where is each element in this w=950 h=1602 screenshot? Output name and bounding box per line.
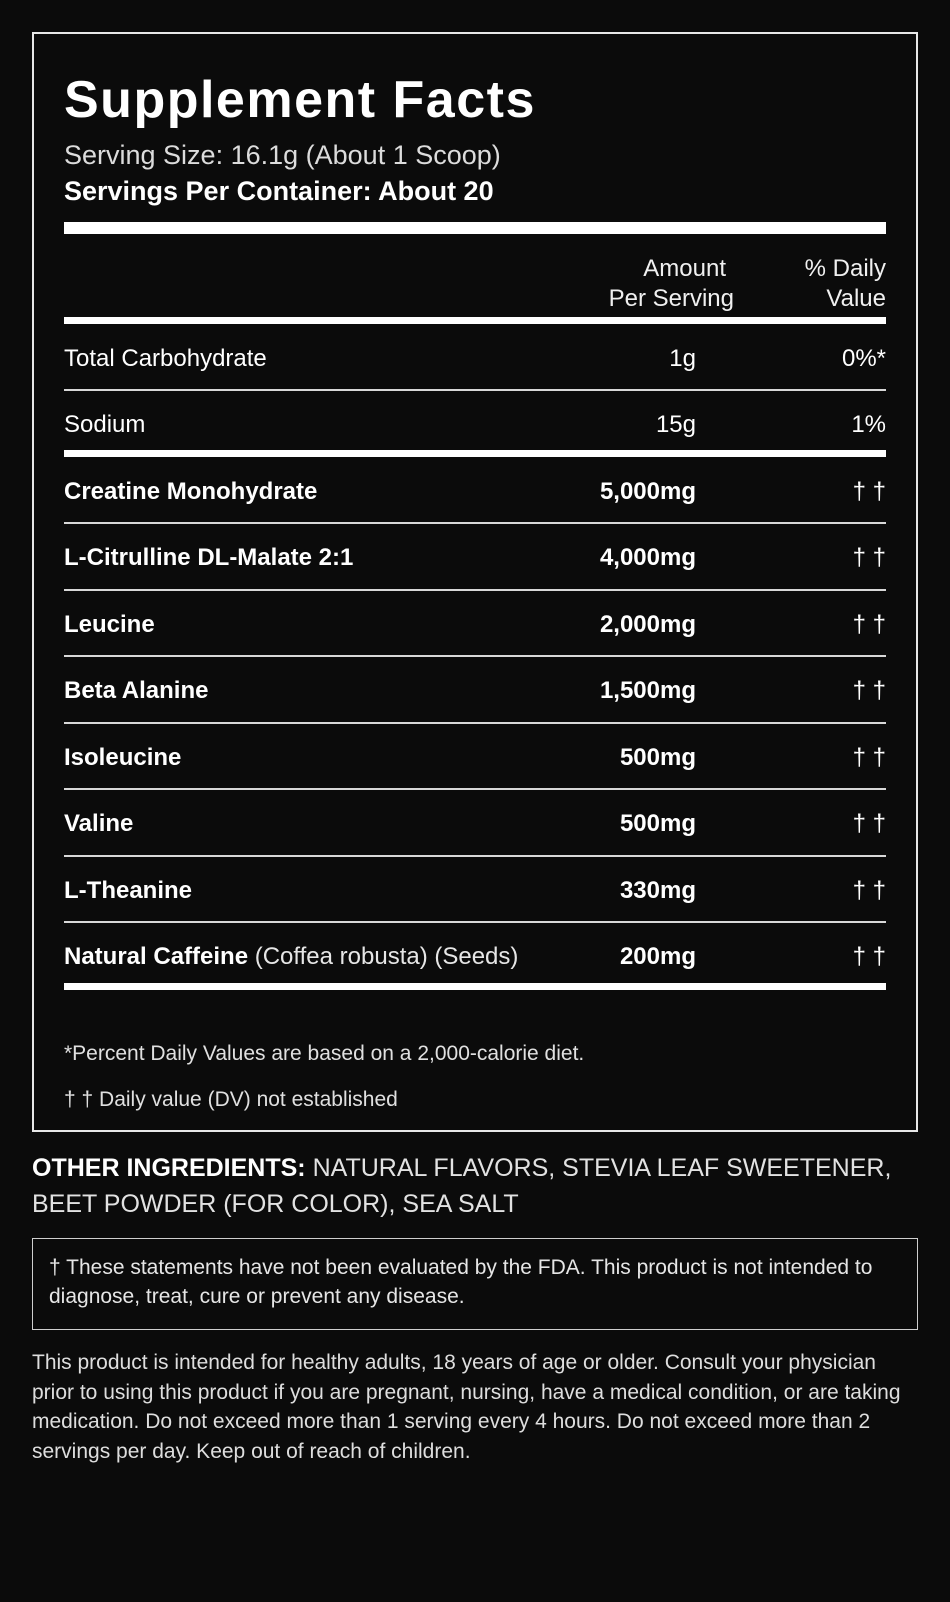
supplement-facts-panel [32,32,918,1132]
row-divider [64,855,886,857]
ingredient-name-main: L-Theanine [64,877,193,904]
ingredient-row [64,658,886,724]
ingredient-name [64,592,155,658]
ingredient-daily-value: † † [852,677,886,704]
column-header-daily-value [724,254,886,314]
ingredient-name-main: Natural Caffeine [64,943,249,970]
row-divider [64,788,886,790]
other-ingredients [32,1150,912,1222]
nutrient-name-main: Sodium [64,411,146,438]
ingredient-daily-value: † † [852,744,886,771]
ingredient-amount: 2,000mg [599,611,696,638]
ingredient-name-main: Isoleucine [64,744,182,771]
ingredient-row [64,592,886,658]
nutrient-amount: 15g [655,411,696,438]
ingredient-name-main: Beta Alanine [64,677,209,704]
medium-divider-bottom [64,983,886,990]
ingredient-daily-value: † † [852,943,886,970]
row-divider [64,655,886,657]
ingredient-amount: 500mg [619,810,696,837]
nutrient-row [64,326,886,392]
ingredient-daily-value: † † [852,544,886,571]
ingredient-row [64,858,886,924]
serving-size: Serving Size: 16.1g (About 1 Scoop) [64,140,501,170]
fda-disclaimer-box [32,1238,918,1330]
ingredient-daily-value: † † [852,611,886,638]
ingredient-daily-value: † † [852,877,886,904]
ingredient-row [64,525,886,591]
ingredient-amount: 200mg [619,943,696,970]
servings-per-container: Servings Per Container: About 20 [64,176,494,206]
ingredient-name [64,658,208,724]
thick-divider-top [64,222,886,234]
warning-text: This product is intended for healthy adults, 18 years of age or older. Consult your physician prior to using this product if you are pregnant, nursing, have a medical condition, or are taking medication. Do not exceed more than 1 serving every 4 hours. Do not exceed more than 2 servings per day. Keep out of reach of children. [32,1351,901,1463]
ingredient-row [64,924,886,990]
column-header-amount-line1: Amount [643,255,726,282]
nutrient-name-main: Total Carbohydrate [64,345,267,372]
column-header-amount-line2: Per Serving [608,285,734,312]
column-header-dv-line2: Value [826,285,886,312]
ingredient-row [64,725,886,791]
panel-title: Supplement Facts [64,71,536,129]
nutrient-row [64,392,886,458]
footnote-percent-daily-value: *Percent Daily Values are based on a 2,000-calorie diet. [64,1042,585,1065]
ingredient-amount: 1,500mg [599,677,696,704]
ingredient-name-main: Creatine Monohydrate [64,478,318,505]
other-ingredients-text: NATURAL FLAVORS, STEVIA LEAF SWEETENER, BEET POWDER (FOR COLOR), SEA SALT [32,1154,892,1218]
ingredient-amount: 4,000mg [599,544,696,571]
ingredient-name-main: Leucine [64,611,155,638]
ingredient-row [64,791,886,857]
nutrient-daily-value: 1% [851,411,886,438]
row-divider [64,589,886,591]
row-divider [64,522,886,524]
row-divider [64,921,886,923]
ingredient-daily-value: † † [852,810,886,837]
nutrient-daily-value: 0%* [841,345,886,372]
row-divider [64,389,886,391]
ingredient-name [64,858,192,924]
nutrient-name [64,392,145,458]
ingredient-name [64,791,133,857]
ingredient-amount: 500mg [619,744,696,771]
column-header-dv-line1: % Daily [804,255,886,282]
medium-divider-header [64,317,886,324]
ingredient-name [64,725,181,791]
ingredient-name-main: Valine [64,810,134,837]
ingredient-amount: 330mg [619,877,696,904]
footnote-dv-not-established: † † Daily value (DV) not established [64,1088,398,1111]
ingredient-amount: 5,000mg [599,478,696,505]
row-divider [64,722,886,724]
fda-disclaimer-text: † These statements have not been evaluated by the FDA. This product is not intended to diagnose, treat, cure or prevent any disease. [49,1256,873,1308]
ingredient-name-source: (Coffea robusta) (Seeds) [248,943,519,970]
ingredient-daily-value: † † [852,478,886,505]
column-header-amount [534,254,734,314]
nutrient-name [64,326,267,392]
ingredient-name-main: L-Citrulline DL-Malate 2:1 [64,544,354,571]
ingredient-name [64,525,353,591]
ingredient-name [64,924,518,990]
medium-divider-ingredients [64,450,886,457]
nutrient-amount: 1g [669,345,696,372]
ingredient-name [64,459,317,525]
other-ingredients-label: OTHER INGREDIENTS: [32,1154,306,1182]
ingredient-row [64,459,886,525]
